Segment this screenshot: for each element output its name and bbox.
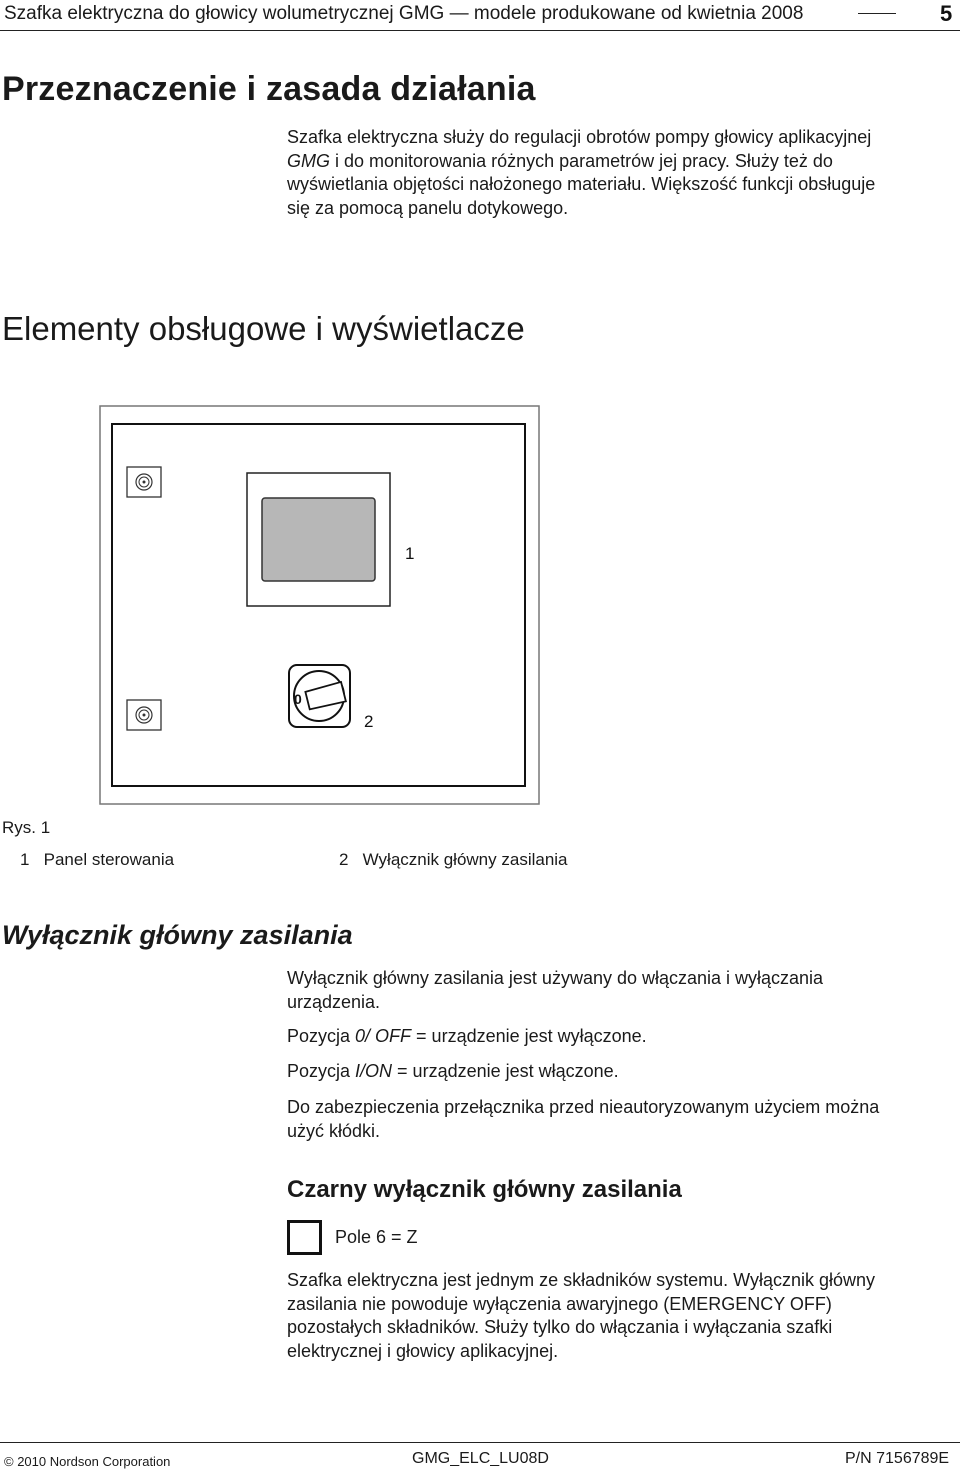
section-title-purpose: Przeznaczenie i zasada działania bbox=[2, 70, 536, 108]
touch-panel-screen bbox=[262, 498, 375, 581]
gmg-term: GMG bbox=[287, 150, 330, 171]
purpose-paragraph bbox=[287, 126, 957, 220]
purpose-line-2 bbox=[287, 150, 957, 174]
padlock-line-2: użyć kłódki. bbox=[287, 1120, 381, 1141]
main-switch-line-2: urządzenia. bbox=[287, 991, 381, 1012]
position-off-line bbox=[287, 1026, 647, 1047]
purpose-line-2-text: i do monitorowania różnych parametrów jej pracy. Służy też do bbox=[335, 150, 833, 171]
black-switch-line-2: zasilania nie powoduje wyłączenia awaryjnego (EMERGENCY OFF) bbox=[287, 1293, 832, 1314]
black-switch-line-4: elektrycznej i głowicy aplikacyjnej. bbox=[287, 1340, 559, 1361]
screw-bottom-icon bbox=[127, 700, 161, 730]
purpose-line-3: wyświetlania objętości nałożonego materiału. Większość funkcji obsługuje bbox=[287, 174, 876, 194]
callout-2: 2 bbox=[364, 712, 374, 731]
section-title-controls: Elementy obsługowe i wyświetlacze bbox=[2, 310, 525, 347]
footer-part-number: P/N 7156789E bbox=[845, 1450, 950, 1467]
purpose-line-1: Szafka elektryczna służy do regulacji obrotów pompy głowicy aplikacyjnej bbox=[287, 127, 872, 147]
main-switch-line-1: Wyłącznik główny zasilania jest używany do włączania i wyłączania bbox=[287, 968, 824, 988]
padlock-line-1: Do zabezpieczenia przełącznika przed nieautoryzowanym użyciem można bbox=[287, 1097, 880, 1117]
footer-doc-code: GMG_ELC_LU08D bbox=[412, 1450, 549, 1467]
black-switch-line-3: pozostałych składników. Służy tylko do włączania i wyłączania szafki bbox=[287, 1317, 833, 1337]
footer-copyright: © 2010 Nordson Corporation bbox=[4, 1454, 171, 1469]
cabinet-figure bbox=[90, 395, 550, 815]
legend-num: 2 bbox=[339, 850, 349, 869]
callout-1: 1 bbox=[405, 544, 415, 563]
screw-top-icon bbox=[127, 467, 161, 497]
legend-num: 1 bbox=[20, 850, 30, 869]
header-rule bbox=[0, 30, 960, 31]
position-on-code: I/ON bbox=[355, 1061, 393, 1081]
legend-text: Panel sterowania bbox=[43, 850, 175, 869]
purpose-line-4: się za pomocą panelu dotykowego. bbox=[287, 197, 569, 218]
black-switch-line-1: Szafka elektryczna jest jednym ze składników systemu. Wyłącznik główny bbox=[287, 1270, 876, 1290]
footer-rule bbox=[0, 1442, 960, 1443]
legend-text: Wyłącznik główny zasilania bbox=[362, 850, 568, 869]
header-dash bbox=[858, 13, 896, 14]
main-switch-icon bbox=[289, 665, 350, 727]
padlock-paragraph bbox=[287, 1096, 957, 1143]
position-on-suffix: = urządzenie jest włączone. bbox=[392, 1061, 619, 1081]
section-title-main-switch: Wyłącznik główny zasilania bbox=[2, 920, 353, 950]
running-header: Szafka elektryczna do głowicy wolumetrycznej GMG — modele produkowane od kwietnia 2008 bbox=[4, 3, 804, 24]
black-switch-paragraph bbox=[287, 1269, 957, 1363]
switch-zero-label: 0 bbox=[294, 691, 302, 707]
option-checkbox-icon bbox=[287, 1220, 322, 1255]
legend-item-2 bbox=[339, 850, 568, 870]
main-switch-paragraph bbox=[287, 967, 957, 1014]
figure-caption: Rys. 1 bbox=[2, 818, 51, 837]
position-off-prefix: Pozycja bbox=[287, 1026, 356, 1046]
position-on-prefix: Pozycja bbox=[287, 1061, 356, 1081]
legend-item-1 bbox=[20, 850, 174, 870]
pole-value: Pole 6 = Z bbox=[335, 1227, 418, 1247]
position-on-line bbox=[287, 1061, 619, 1082]
section-title-black-switch: Czarny wyłącznik główny zasilania bbox=[287, 1176, 682, 1203]
page-number: 5 bbox=[940, 1, 953, 26]
position-off-code: 0/ OFF bbox=[355, 1026, 412, 1046]
position-off-suffix: = urządzenie jest wyłączone. bbox=[411, 1026, 647, 1046]
